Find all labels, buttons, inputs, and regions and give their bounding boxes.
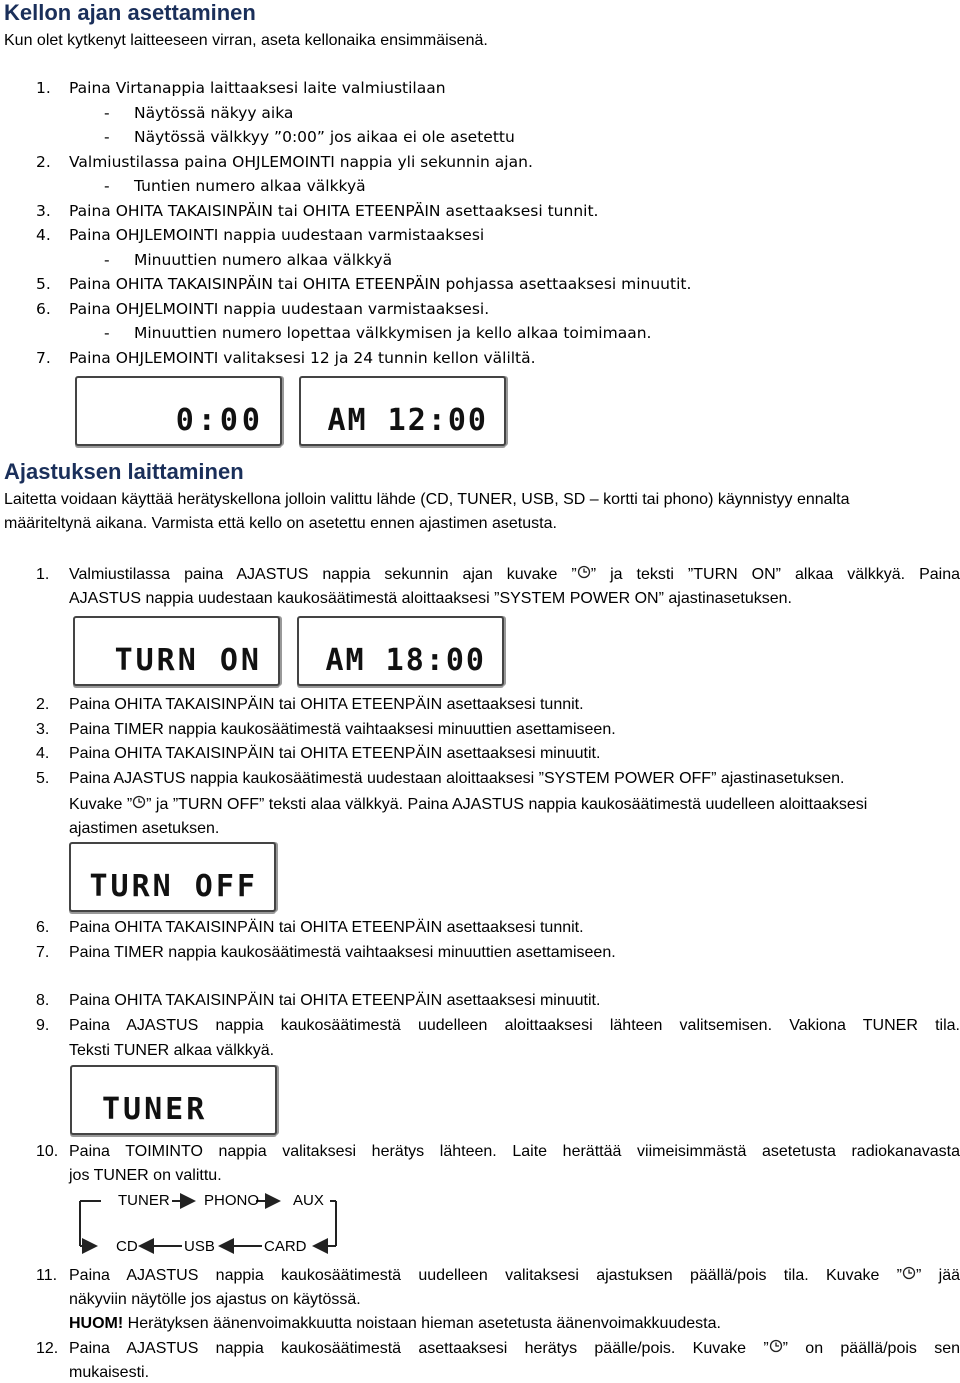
bullet-dash: -	[104, 250, 110, 269]
step-text: Paina OHJLEMOINTI nappia uudestaan varmistaaksesi	[69, 226, 485, 244]
timer-step-9-line2: Teksti TUNER alkaa välkkyä.	[69, 1042, 275, 1059]
step-number: 6.	[36, 299, 51, 318]
step-text: Paina Virtanappia laittaaksesi laite valmiustilaan	[69, 79, 446, 97]
source-card: CARD	[264, 1238, 307, 1255]
timer-clock-icon	[132, 795, 146, 815]
timer-step-10-line1: Paina TOIMINTO nappia valitaksesi herätys lähteen. Laite herättää viimeisimmästä asetetusta radiokanavasta	[69, 1143, 960, 1160]
section-title-timer: Ajastuksen laittaminen	[4, 459, 244, 484]
sub-step-text: Näytössä välkkyy ”0:00” jos aikaa ei ole asetettu	[134, 128, 515, 146]
source-aux: AUX	[293, 1192, 324, 1209]
bullet-dash: -	[104, 128, 110, 146]
step-number: 3.	[36, 720, 50, 738]
step-number: 6.	[36, 919, 50, 936]
timer-clock-icon	[902, 1266, 916, 1286]
step-number: 4.	[36, 745, 50, 762]
timer-intro-line1: Laitetta voidaan käyttää herätyskellona jolloin valittu lähde (CD, TUNER, USB, SD – kortti tai phono) käynnistyy ennalta	[4, 491, 850, 508]
step-text: Paina AJASTUS nappia kaukosäätimestä uudestaan aloittaaksesi ”SYSTEM POWER OFF” ajastinasetuksen.	[69, 769, 845, 787]
lcd-turn-off-text: TURN OFF	[89, 869, 258, 904]
step-text: Paina OHITA TAKAISINPÄIN tai OHITA ETEENPÄIN pohjassa asettaaksesi minuutit.	[69, 275, 692, 293]
timer-step-1-line1: Valmiustilassa paina AJASTUS nappia sekunnin ajan kuvake ” ” ja teksti ”TURN ON” alkaa välkkyä. Paina	[69, 566, 960, 584]
timer-step-12-line1: Paina AJASTUS nappia kaukosäätimestä asettaaksesi herätys päälle/pois. Kuvake ” ” on päällä/pois sen	[69, 1340, 960, 1358]
clock-intro: Kun olet kytkenyt laitteeseen virran, aseta kellonaika ensimmäisenä.	[4, 32, 488, 49]
step-text: Paina TIMER nappia kaukosäätimestä vaihtaaksesi minuuttien asettamiseen.	[69, 720, 616, 738]
step-number: 12.	[36, 1340, 59, 1357]
lcd-display-am-time	[299, 376, 506, 446]
sub-step-text: Tuntien numero alkaa välkkyä	[134, 177, 366, 195]
timer-clock-icon	[769, 1339, 783, 1359]
huom-label: HUOM!	[69, 1315, 124, 1332]
step-number: 11.	[36, 1267, 58, 1284]
timer-step-11-line1: Paina AJASTUS nappia kaukosäätimestä uudelleen valitaksesi ajastuksen päällä/pois tila. Kuvake ” ” jää	[69, 1267, 960, 1285]
step-number: 5.	[36, 769, 50, 787]
step-text: Paina OHJLEMOINTI valitaksesi 12 ja 24 tunnin kellon väliltä.	[69, 348, 536, 367]
step-text: Paina OHJELMOINTI nappia uudestaan varmistaaksesi.	[69, 299, 490, 318]
bullet-dash: -	[104, 324, 110, 342]
source-cd: CD	[116, 1238, 138, 1255]
step-number: 2.	[36, 152, 51, 171]
timer-step-12-line2: mukaisesti.	[69, 1364, 150, 1381]
section-title-clock: Kellon ajan asettaminen	[4, 0, 256, 25]
step-number: 8.	[36, 992, 50, 1009]
step-number: 5.	[36, 275, 51, 293]
source-tuner: TUNER	[118, 1192, 170, 1209]
timer-step-9-line1: Paina AJASTUS nappia kaukosäätimestä uudelleen aloittaaksesi lähteen valitsemisen. Vakiona TUNER tila.	[69, 1017, 960, 1034]
lcd-turn-on-text: TURN ON	[114, 643, 262, 678]
step-text: Paina OHITA TAKAISINPÄIN tai OHITA ETEENPÄIN asettaaksesi minuutit.	[69, 992, 601, 1009]
step-text: Paina OHITA TAKAISINPÄIN tai OHITA ETEENPÄIN asettaaksesi minuutit.	[69, 745, 601, 762]
sub-step-text: Minuuttien numero alkaa välkkyä	[134, 250, 393, 269]
step-number: 2.	[36, 696, 50, 713]
step-text: Paina OHITA TAKAISINPÄIN tai OHITA ETEENPÄIN asettaaksesi tunnit.	[69, 696, 584, 713]
step-number: 7.	[36, 943, 50, 961]
step-number: 7.	[36, 348, 51, 367]
step-text: Valmiustilassa paina OHJLEMOINTI nappia yli sekunnin ajan.	[69, 152, 533, 171]
lcd-display-time	[75, 376, 282, 446]
lcd-display-tuner	[70, 1065, 277, 1135]
step-text: Paina OHITA TAKAISINPÄIN tai OHITA ETEENPÄIN asettaaksesi tunnit.	[69, 201, 599, 220]
timer-step-5-line3: ajastimen asetuksen.	[69, 820, 220, 837]
lcd-display-am-1800	[297, 616, 504, 686]
lcd-display-turn-off	[69, 842, 276, 912]
lcd-time-text: 0:00	[175, 403, 264, 438]
source-usb: USB	[184, 1238, 215, 1255]
huom-text: Herätyksen äänenvoimakkuutta noistaan hieman asetetusta äänenvoimakkuudesta.	[127, 1315, 721, 1332]
step-number: 9.	[36, 1017, 50, 1034]
lcd-am-time-text: AM 12:00	[327, 403, 488, 438]
step-number: 1.	[36, 79, 51, 97]
lcd-tuner-text: TUNER	[102, 1092, 208, 1127]
bullet-dash: -	[104, 177, 110, 195]
lcd-display-turn-on	[73, 616, 280, 686]
step-number: 10.	[36, 1143, 59, 1160]
source-phono: PHONO	[204, 1192, 260, 1209]
timer-clock-icon	[577, 565, 591, 585]
source-cycle-diagram	[72, 1188, 342, 1260]
step-text: Paina TIMER nappia kaukosäätimestä vaihtaaksesi minuuttien asettamiseen.	[69, 943, 616, 961]
sub-step-text: Minuuttien numero lopettaa välkkymisen ja kello alkaa toimimaan.	[134, 324, 652, 342]
step-number: 1.	[36, 566, 50, 583]
timer-step-10-line2: jos TUNER on valittu.	[69, 1167, 222, 1184]
timer-step-11-line2: näkyviin näytölle jos ajastus on käytössä.	[69, 1291, 361, 1308]
bullet-dash: -	[104, 103, 110, 122]
step-number: 4.	[36, 226, 51, 244]
lcd-am-1800-text: AM 18:00	[325, 643, 486, 678]
step-text: Paina OHITA TAKAISINPÄIN tai OHITA ETEENPÄIN asettaaksesi tunnit.	[69, 919, 584, 936]
timer-step-5-line2: Kuvake ” ” ja ”TURN OFF” teksti alaa välkkyä. Paina AJASTUS nappia kaukosäätimestä uudelleen aloittaaksesi	[69, 796, 868, 814]
sub-step-text: Näytössä näkyy aika	[134, 103, 294, 122]
step-number: 3.	[36, 201, 51, 220]
timer-step-1-line2: AJASTUS nappia uudestaan kaukosäätimestä aloittaaksesi ”SYSTEM POWER ON” ajastinasetuksen.	[69, 590, 792, 607]
huom-note	[69, 1314, 721, 1334]
timer-intro-line2: määriteltynä aikana. Varmista että kello on asetettu ennen ajastimen asetusta.	[4, 515, 557, 532]
